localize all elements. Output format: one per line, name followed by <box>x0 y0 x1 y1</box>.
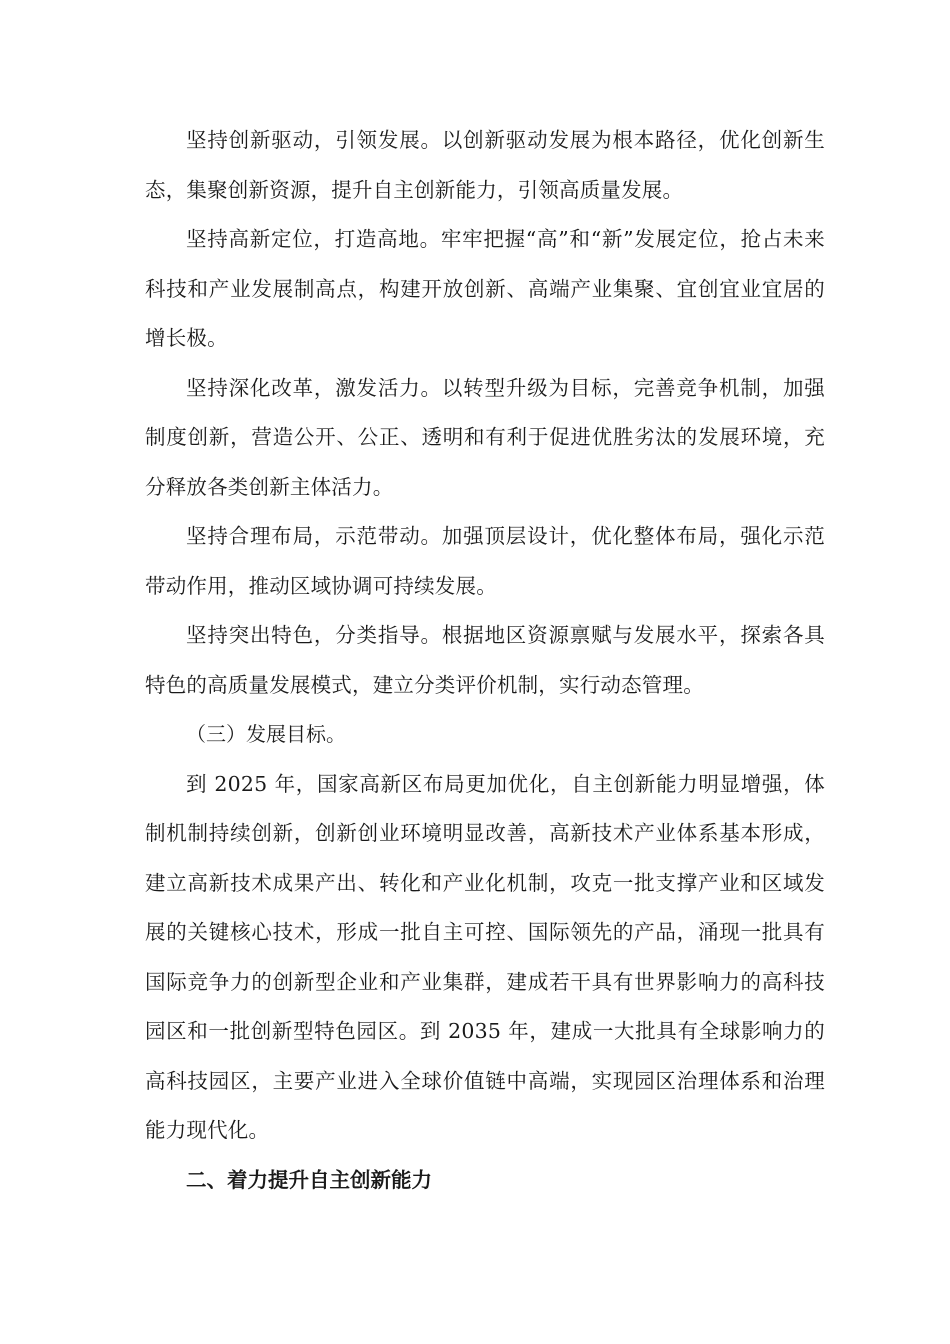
principle-paragraph <box>145 116 825 215</box>
principle-paragraph <box>145 364 825 513</box>
principle-body: 牢牢把握“高”和“新”发展定位，抢占未来科技和产业发展制高点，构建开放创新、高端产业集聚、宜创宜业宜居的增长极。 <box>145 227 825 350</box>
principle-lead: 坚持高新定位，打造高地。 <box>186 227 441 251</box>
principle-lead: 坚持深化改革，激发活力。 <box>186 375 442 400</box>
principle-body: 以转型升级为目标，完善竞争机制，加强制度创新，营造公开、公正、透明和有利于促进优胜劣汰的发展环境，充分释放各类创新主体活力。 <box>145 375 825 499</box>
goals-paragraph: 到 2025 年，国家高新区布局更加优化，自主创新能力明显增强，体制机制持续创新，创新创业环境明显改善，高新技术产业体系基本形成，建立高新技术成果产出、转化和产业化机制，攻克一批支撑产业和区域发展的关键核心技术，形成一批自主可控、国际领先的产品，涌现一批具有国际竞争力的创新型企业和产业集群，建成若干具有世界影响力的高科技园区和一批创新型特色园区。到 2035 年，建成一大批具有全球影响力的高科技园区，主要产业进入全球价值链中高端，实现园区治理体系和治理能力现代化。 <box>145 771 825 1142</box>
section-heading: 二、着力提升自主创新能力 <box>186 1167 432 1192</box>
principle-lead: 坚持突出特色，分类指导。 <box>186 623 442 647</box>
document-page <box>145 116 825 1205</box>
goals-heading: （三）发展目标。 <box>186 722 346 746</box>
principle-lead: 坚持创新驱动，引领发展。 <box>186 128 442 152</box>
principle-paragraph <box>145 611 825 710</box>
principle-paragraph <box>145 512 825 611</box>
principle-body: 根据地区资源禀赋与发展水平，探索各具特色的高质量发展模式，建立分类评价机制，实行动态管理。 <box>145 623 825 697</box>
principle-lead: 坚持合理布局，示范带动。 <box>186 524 442 548</box>
principle-body: 以创新驱动发展为根本路径，优化创新生态，集聚创新资源，提升自主创新能力，引领高质量发展。 <box>145 128 825 202</box>
principle-paragraph <box>145 215 825 364</box>
principle-body: 加强顶层设计，优化整体布局，强化示范带动作用，推动区域协调可持续发展。 <box>145 524 825 598</box>
